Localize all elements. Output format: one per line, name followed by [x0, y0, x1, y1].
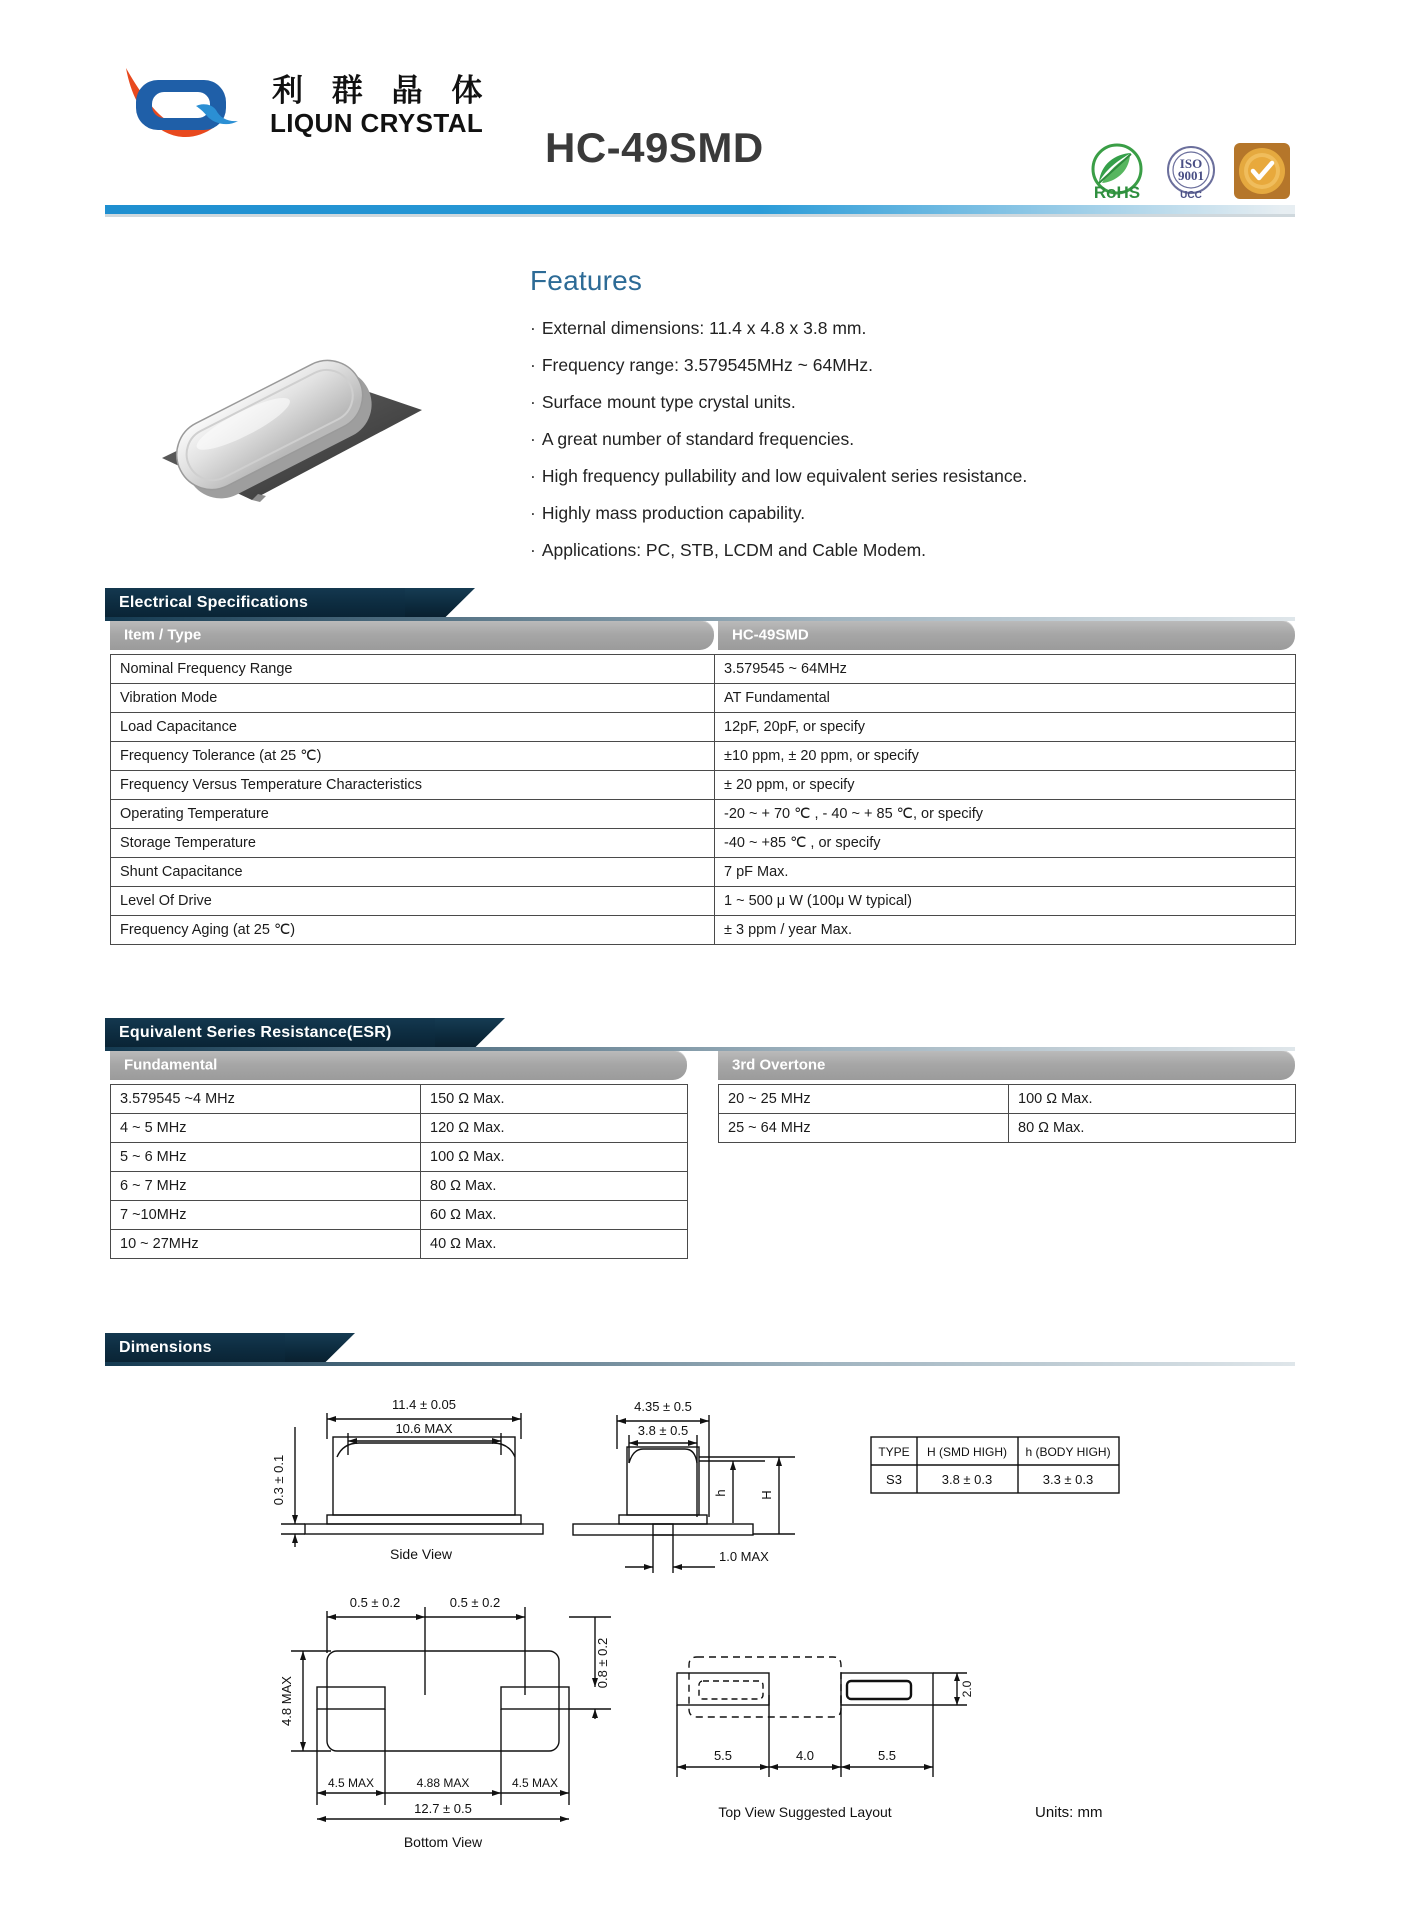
spec-value: -20 ~ + 70 ℃ , - 40 ~ + 85 ℃, or specify: [715, 800, 1296, 829]
esr-banner: [105, 1018, 1295, 1047]
top-view-drawing: [677, 1657, 1103, 1821]
esr-overtone-table: [718, 1084, 1296, 1143]
table-row: [111, 1143, 688, 1172]
spec-label: Vibration Mode: [111, 684, 715, 713]
side-view-caption: Side View: [389, 1546, 453, 1562]
table-row: [719, 1114, 1296, 1143]
front-view-width-inner: 3.8 ± 0.5: [637, 1423, 689, 1438]
front-view-pad: 1.0 MAX: [719, 1549, 769, 1564]
feature-item: [530, 426, 1230, 452]
electrical-specs-table: [110, 654, 1296, 945]
electrical-specs-title: Electrical Specifications: [119, 593, 309, 611]
table-row: [111, 771, 1296, 800]
type-table-cell-h-body: 3.3 ± 0.3: [1042, 1472, 1094, 1487]
table-row: [111, 655, 1296, 684]
company-logo: [120, 62, 540, 152]
dimensions-title: Dimensions: [119, 1338, 212, 1356]
feature-item: [530, 315, 1230, 341]
type-table-col-h-body: h (BODY HIGH): [1025, 1445, 1111, 1459]
certification-badges: [1085, 142, 1295, 204]
top-view-pad-height: 2.0: [960, 1680, 974, 1698]
spec-value: 1 ~ 500 μ W (100μ W typical): [715, 887, 1296, 916]
front-view-h-big: H: [759, 1490, 774, 1500]
esr-value: 80 Ω Max.: [1009, 1114, 1296, 1143]
svg-text:9001: 9001: [1178, 168, 1204, 183]
type-table-cell-type: S3: [886, 1472, 902, 1487]
banner-underline: [105, 617, 1295, 621]
feature-text: Frequency range: 3.579545MHz ~ 64MHz.: [541, 355, 874, 375]
type-table-col-type: TYPE: [878, 1445, 910, 1459]
side-view-width-inner: 10.6 MAX: [395, 1421, 453, 1436]
side-view-drawing: [271, 1397, 543, 1562]
bullet-icon: ·: [530, 355, 536, 375]
bottom-view-seg-mid: 4.88 MAX: [416, 1776, 470, 1790]
esr-title: Equivalent Series Resistance(ESR): [119, 1023, 392, 1041]
spec-label: Shunt Capacitance: [111, 858, 715, 887]
dimension-drawings: [105, 1395, 1295, 1875]
table-row: [111, 829, 1296, 858]
esr-range: 5 ~ 6 MHz: [111, 1143, 421, 1172]
electrical-col-item: [110, 620, 714, 650]
svg-text:RoHS: RoHS: [1093, 183, 1141, 202]
esr-value: 40 Ω Max.: [421, 1230, 688, 1259]
esr-value: 100 Ω Max.: [421, 1143, 688, 1172]
banner-underline: [105, 1047, 1295, 1051]
electrical-specs-banner: [105, 588, 1295, 617]
electrical-header-row: [110, 620, 1295, 650]
table-row: [111, 800, 1296, 829]
dimension-drawing-svg: [105, 1395, 1295, 1875]
esr-value: 120 Ω Max.: [421, 1114, 688, 1143]
esr-value: 80 Ω Max.: [421, 1172, 688, 1201]
table-row: [111, 1172, 688, 1201]
electrical-col-type: [718, 620, 1295, 650]
spec-label: Level Of Drive: [111, 887, 715, 916]
spec-value: -40 ~ +85 ℃ , or specify: [715, 829, 1296, 858]
quality-seal-badge-icon: [1233, 142, 1291, 200]
spec-label: Operating Temperature: [111, 800, 715, 829]
esr-value: 150 Ω Max.: [421, 1085, 688, 1114]
esr-range: 20 ~ 25 MHz: [719, 1085, 1009, 1114]
banner-underline: [105, 1362, 1295, 1366]
table-row: [111, 1230, 688, 1259]
esr-value: 100 Ω Max.: [1009, 1085, 1296, 1114]
units-label: Units: mm: [1035, 1804, 1103, 1821]
spec-value: ± 3 ppm / year Max.: [715, 916, 1296, 945]
top-view-seg-right: 5.5: [877, 1748, 897, 1763]
rohs-badge-icon: [1085, 142, 1149, 204]
table-row: [111, 916, 1296, 945]
banner-tail: [405, 588, 475, 617]
side-view-width-outer: 11.4 ± 0.05: [392, 1397, 456, 1412]
esr-range: 3.579545 ~4 MHz: [111, 1085, 421, 1114]
feature-item: [530, 352, 1230, 378]
front-view-h-small: h: [713, 1489, 728, 1497]
feature-text: Surface mount type crystal units.: [541, 392, 796, 412]
svg-text:ISO: ISO: [1179, 156, 1203, 171]
esr-overtone-pill: [718, 1050, 1295, 1080]
table-row: [111, 684, 1296, 713]
esr-fundamental-pill: [110, 1050, 687, 1080]
table-row: [111, 887, 1296, 916]
feature-text: A great number of standard frequencies.: [541, 429, 855, 449]
page-title: HC-49SMD: [545, 124, 764, 171]
spec-label: Nominal Frequency Range: [111, 655, 715, 684]
esr-range: 25 ~ 64 MHz: [719, 1114, 1009, 1143]
esr-value: 60 Ω Max.: [421, 1201, 688, 1230]
feature-text: Highly mass production capability.: [541, 503, 806, 523]
table-row: [111, 1201, 688, 1230]
esr-fundamental-table: [110, 1084, 688, 1259]
table-row: [111, 1085, 688, 1114]
spec-value: 7 pF Max.: [715, 858, 1296, 887]
product-photo: [140, 350, 440, 530]
iso9001-badge-icon: [1161, 142, 1221, 202]
table-row: [111, 1114, 688, 1143]
electrical-col-type-label: HC-49SMD: [732, 626, 809, 644]
svg-text:UCC: UCC: [1180, 190, 1202, 201]
dimensions-banner: [105, 1333, 1295, 1362]
table-row: [719, 1085, 1296, 1114]
esr-range: 10 ~ 27MHz: [111, 1230, 421, 1259]
bullet-icon: ·: [530, 318, 536, 338]
front-view-width-outer: 4.35 ± 0.5: [634, 1399, 692, 1414]
features-heading: Features: [530, 265, 643, 296]
esr-overtone-header: [718, 1050, 1295, 1080]
esr-fundamental-header: [110, 1050, 687, 1080]
spec-label: Load Capacitance: [111, 713, 715, 742]
spec-label: Frequency Aging (at 25 ℃): [111, 916, 715, 945]
esr-range: 6 ~ 7 MHz: [111, 1172, 421, 1201]
bullet-icon: ·: [530, 540, 536, 560]
company-name-cn: 利 群 晶 体: [272, 73, 492, 109]
spec-value: ± 20 ppm, or specify: [715, 771, 1296, 800]
esr-overtone-label: 3rd Overtone: [732, 1056, 826, 1074]
type-table-cell-h-smd: 3.8 ± 0.3: [941, 1472, 993, 1487]
header-divider: [105, 205, 1295, 214]
bottom-view-pad-width: 0.8 ± 0.2: [595, 1637, 610, 1689]
banner-tail: [285, 1333, 355, 1362]
liqun-logo-icon: [120, 62, 260, 142]
feature-item: [530, 463, 1230, 489]
spec-value: AT Fundamental: [715, 684, 1296, 713]
esr-fundamental-label: Fundamental: [124, 1056, 218, 1074]
bottom-view-gap-left: 0.5 ± 0.2: [349, 1595, 401, 1610]
bullet-icon: ·: [530, 466, 536, 486]
bottom-view-gap-right: 0.5 ± 0.2: [449, 1595, 501, 1610]
esr-range: 4 ~ 5 MHz: [111, 1114, 421, 1143]
feature-item: [530, 537, 1230, 563]
bottom-view-caption: Bottom View: [403, 1834, 483, 1850]
bullet-icon: ·: [530, 429, 536, 449]
spec-label: Frequency Versus Temperature Characteristics: [111, 771, 715, 800]
type-table-drawing: [871, 1437, 1119, 1493]
page-header: [0, 0, 1405, 225]
spec-value: 12pF, 20pF, or specify: [715, 713, 1296, 742]
spec-label: Storage Temperature: [111, 829, 715, 858]
bottom-view-drawing: [279, 1595, 611, 1850]
front-view-drawing: [573, 1399, 795, 1573]
spec-value: ±10 ppm, ± 20 ppm, or specify: [715, 742, 1296, 771]
esr-range: 7 ~10MHz: [111, 1201, 421, 1230]
bottom-view-seg-left: 4.5 MAX: [327, 1776, 375, 1790]
spec-label: Frequency Tolerance (at 25 ℃): [111, 742, 715, 771]
bottom-view-body-height: 4.8 MAX: [279, 1676, 294, 1726]
type-table-col-h-smd: H (SMD HIGH): [927, 1445, 1007, 1459]
feature-item: [530, 500, 1230, 526]
bottom-view-seg-right: 4.5 MAX: [511, 1776, 559, 1790]
top-view-caption: Top View Suggested Layout: [718, 1804, 892, 1820]
feature-text: Applications: PC, STB, LCDM and Cable Modem.: [541, 540, 927, 560]
banner-tail: [435, 1018, 505, 1047]
top-view-seg-mid: 4.0: [795, 1748, 815, 1763]
table-row: [111, 858, 1296, 887]
features-section: [530, 265, 1230, 574]
feature-item: [530, 389, 1230, 415]
feature-text: External dimensions: 11.4 x 4.8 x 3.8 mm.: [541, 318, 867, 338]
top-view-seg-left: 5.5: [713, 1748, 733, 1763]
spec-value: 3.579545 ~ 64MHz: [715, 655, 1296, 684]
electrical-col-item-label: Item / Type: [124, 626, 202, 644]
table-row: [111, 713, 1296, 742]
side-view-lead-height: 0.3 ± 0.1: [271, 1454, 286, 1506]
bullet-icon: ·: [530, 503, 536, 523]
header-divider-shadow: [105, 214, 1295, 217]
table-row: [111, 742, 1296, 771]
feature-text: High frequency pullability and low equivalent series resistance.: [541, 466, 1028, 486]
bottom-view-total: 12.7 ± 0.5: [414, 1801, 472, 1816]
company-name-en: LIQUN CRYSTAL: [270, 108, 484, 138]
bullet-icon: ·: [530, 392, 536, 412]
